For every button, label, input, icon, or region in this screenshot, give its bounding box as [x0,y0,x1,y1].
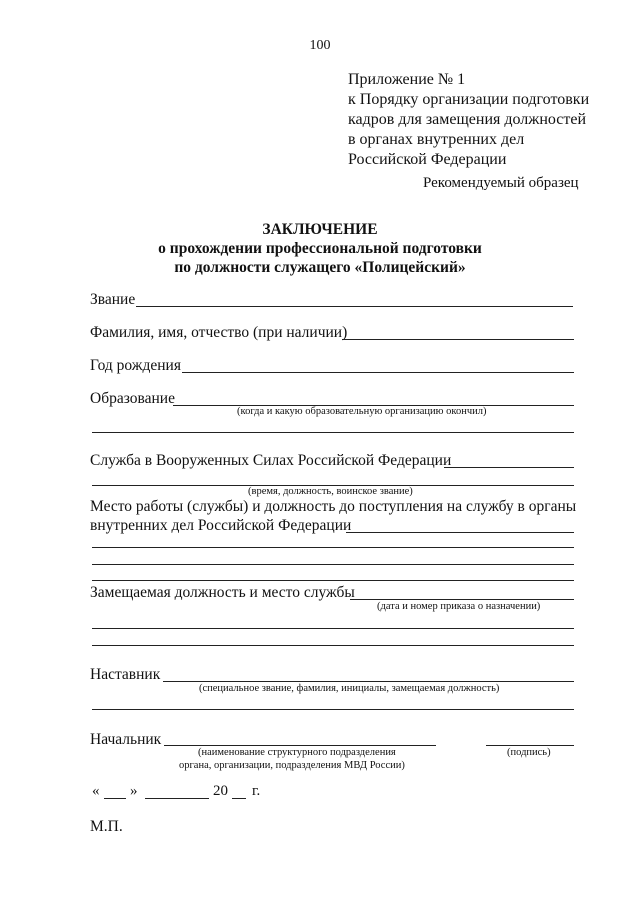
date-day-line[interactable] [104,798,126,799]
date-year-prefix: 20 [213,783,228,799]
workplace-label-line-1: Место работы (службы) и должность до поступления на службу в органы [90,498,577,515]
appendix-line: Российской Федерации [348,151,507,168]
workplace-field-line-2[interactable] [92,547,574,548]
date-month-line[interactable] [145,798,209,799]
chief-hint-line-1: (наименование структурного подразделения [198,747,396,758]
mentor-field-line[interactable] [163,681,574,682]
appendix-line: кадров для замещения должностей [348,111,587,128]
sample-note: Рекомендуемый образец [423,175,579,191]
date-year-suffix: г. [252,783,261,799]
date-open-quote: « [92,783,100,799]
military-field-line[interactable] [444,467,574,468]
birth-year-field-line[interactable] [182,372,574,373]
military-service-label: Служба в Вооруженных Силах Российской Федерации [90,452,452,469]
appendix-line: Приложение № 1 [348,71,466,88]
rank-field-line[interactable] [136,306,573,307]
appendix-line: в органах внутренних дел [348,131,525,148]
position-field-line-3[interactable] [92,645,574,646]
full-name-field-line[interactable] [342,339,574,340]
chief-hint-line-2: органа, организации, подразделения МВД России) [179,760,405,771]
workplace-label-line-2: внутренних дел Российской Федерации [90,517,352,534]
mentor-label: Наставник [90,666,161,683]
position-field-line[interactable] [350,599,574,600]
position-field-line-2[interactable] [92,628,574,629]
chief-label: Начальник [90,731,162,748]
education-field-line-2[interactable] [92,432,574,433]
appendix-block [348,70,589,170]
birth-year-label: Год рождения [90,357,181,374]
position-hint: (дата и номер приказа о назначении) [377,601,541,612]
title-line-3: по должности служащего «Полицейский» [174,259,466,276]
education-hint: (когда и какую образовательную организацию окончил) [237,406,487,417]
chief-field-line[interactable] [164,745,436,746]
document-title [0,220,640,277]
education-label: Образование [90,390,175,407]
military-hint: (время, должность, воинское звание) [248,486,413,497]
rank-label: Звание [90,291,136,308]
workplace-field-line-3[interactable] [92,564,574,565]
workplace-field-line-4[interactable] [92,580,574,581]
title-main: ЗАКЛЮЧЕНИЕ [262,221,378,238]
mentor-field-line-2[interactable] [92,709,574,710]
mentor-hint: (специальное звание, фамилия, инициалы, замещаемая должность) [199,683,500,694]
title-line-2: о прохождении профессиональной подготовки [158,240,482,257]
page-number: 100 [309,38,331,53]
date-year-line[interactable] [232,798,246,799]
signature-field-line[interactable] [486,745,574,746]
workplace-field-line[interactable] [346,532,574,533]
date-close-quote: » [130,783,138,799]
appendix-line: к Порядку организации подготовки [348,91,590,108]
full-name-label: Фамилия, имя, отчество (при наличии) [90,324,348,341]
signature-hint: (подпись) [507,747,551,758]
stamp-place: М.П. [90,818,123,835]
position-label: Замещаемая должность и место службы [90,584,355,601]
